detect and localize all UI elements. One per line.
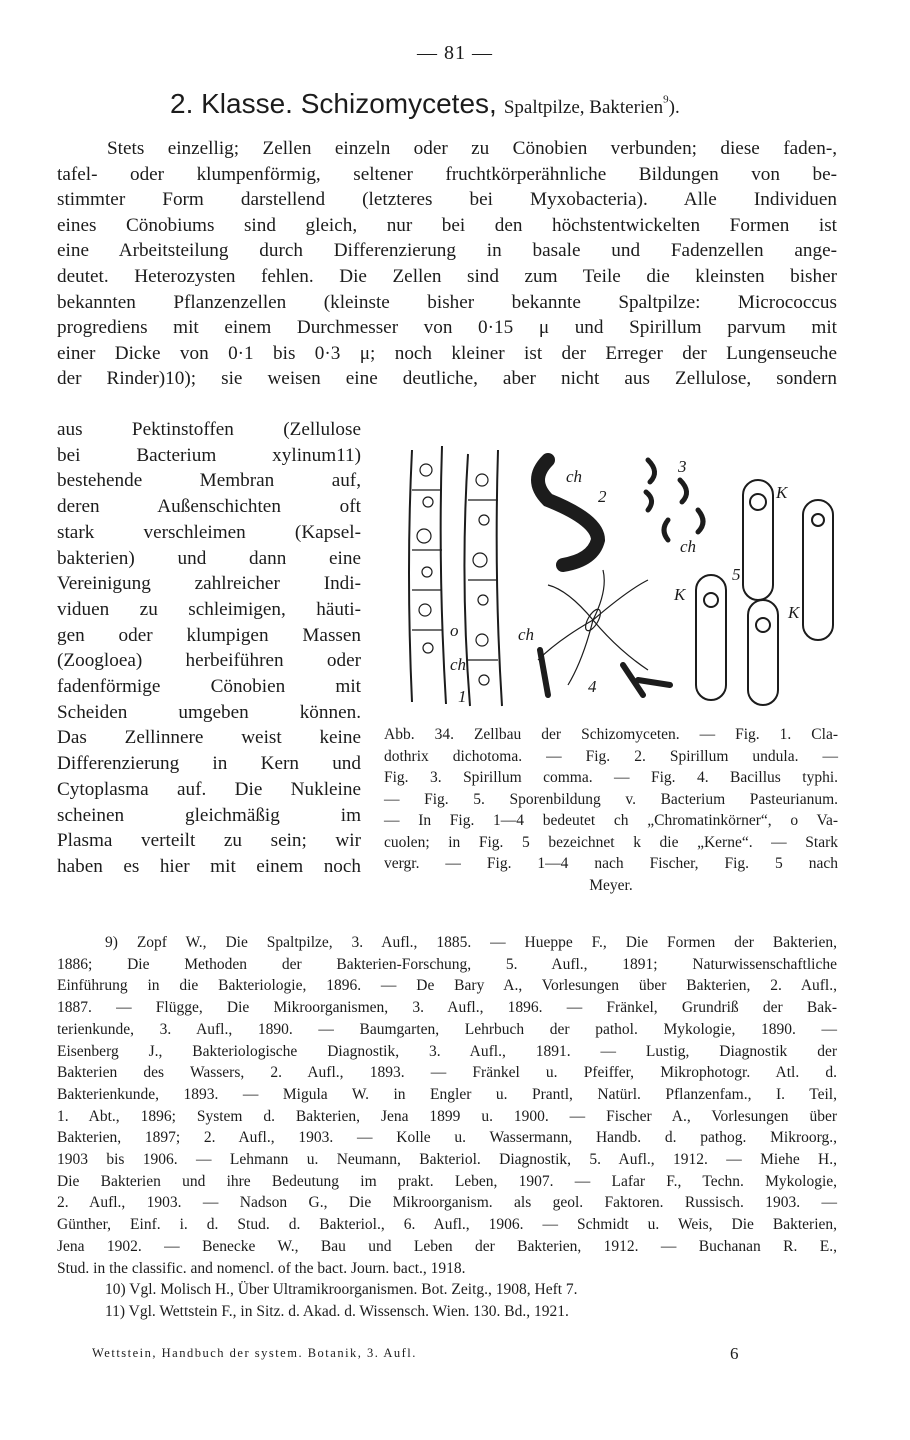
heading-main: 2. Klasse. Schizomycetes, (170, 88, 497, 119)
label-fig-4: 4 (588, 677, 597, 696)
body-line: bekannten Pflanzenzellen (kleinste bisher bekannte Spaltpilze: Micrococcus (57, 291, 837, 313)
label-fig-5: 5 (732, 565, 741, 584)
caption-line: Meyer. (589, 876, 633, 894)
caption-line: Fig. 3. Spirillum comma. — Fig. 4. Bacillus typhi. (384, 769, 838, 786)
column-line: deren Außenschichten oft (57, 496, 361, 518)
heading-close: ). (668, 97, 680, 118)
heading-sub: Spaltpilze, Bakterien (503, 97, 664, 118)
spore-cells (696, 480, 833, 705)
page-footer: Wettstein, Handbuch der system. Botanik, 3. Aufl. (92, 1346, 417, 1360)
body-line: der Rinder)10); sie weisen eine deutliche, aber nicht aus Zellulose, sondern (57, 368, 837, 390)
footnote-line: terienkunde, 3. Aufl., 1890. — Baumgarten, Lehrbuch der pathol. Mykologie, 1890. — (57, 1020, 837, 1038)
footnote-line: 1903 bis 1906. — Lehmann u. Neumann, Bakteriol. Diagnostik, 5. Aufl., 1912. — Miehe H., (57, 1151, 837, 1169)
caption-line: — In Fig. 1—4 bedeutet ch „Chromatinkörner“, o Va- (384, 812, 838, 829)
footnote-line: 9) Zopf W., Die Spaltpilze, 3. Aufl., 1885. — Hueppe F., Die Formen der Bakterien, (105, 934, 837, 951)
left-column-text (57, 417, 361, 880)
body-line: stimmter Form darstellend (letzteres bei Myxobacteria). Alle Individuen (57, 189, 837, 211)
label-fig-3: 3 (678, 457, 687, 476)
footnote-line: 1. Abt., 1896; System d. Bakterien, Jena 1899 u. 1900. — Fischer A., Vorlesungen über (57, 1107, 837, 1125)
footnote-line: 10) Vgl. Molisch H., Über Ultramikroorganismen. Bot. Zeitg., 1908, Heft 7. (105, 1281, 578, 1299)
label-ch: ch (518, 625, 535, 644)
column-line: Scheiden umgeben können. (57, 701, 361, 723)
signature-number: 6 (730, 1344, 739, 1363)
label-ch: ch (680, 537, 697, 556)
footnote-line: Die Bakterien und ihre Bedeutung im prakt. Leben, 1907. — Lafar F., Techn. Mykologie, (57, 1172, 837, 1190)
column-line: haben es hier mit einem noch (57, 855, 361, 877)
column-line: stark verschleimen (Kapsel- (57, 521, 361, 543)
column-line: Differenzierung in Kern und (57, 753, 361, 775)
column-line: viduen zu schleimigen, häuti- (57, 598, 361, 620)
flagella (538, 570, 648, 685)
body-line: tafel- oder klumpenförmig, seltener fruchtkörperähnliche Bildungen von be- (57, 163, 837, 185)
comma-bacteria (646, 460, 703, 540)
figure-caption (384, 724, 838, 896)
column-line: gen oder klumpigen Massen (57, 624, 361, 646)
page-number: — 81 — (417, 42, 493, 64)
column-line: Cytoplasma auf. Die Nukleine (57, 778, 361, 800)
column-line: bei Bacterium xylinum11) (57, 444, 361, 466)
filament-right (464, 450, 502, 706)
column-line: Plasma verteilt zu sein; wir (57, 830, 361, 852)
footnote-line: 1886; Die Methoden der Bakterien-Forschung, 5. Aufl., 1891; Naturwissenschaftliche (57, 955, 837, 973)
body-line: eines Cönobiums sind gleich, nur bei den höchstentwickelten Formen ist (57, 214, 837, 236)
bacteria-illustration (398, 440, 838, 710)
label-o: o (450, 621, 459, 640)
footnote-line: 1887. — Flügge, Die Mikroorganismen, 3. Aufl., 1896. — Fränkel, Grundriß der Bak- (57, 999, 837, 1017)
label-ch: ch (450, 655, 467, 674)
caption-line: vergr. — Fig. 1—4 nach Fischer, Fig. 5 nach (384, 855, 838, 872)
column-line: fadenförmige Cönobien mit (57, 676, 361, 698)
caption-line: Abb. 34. Zellbau der Schizomyceten. — Fig. 1. Cla- (384, 726, 838, 743)
column-line: Das Zellinnere weist keine (57, 727, 361, 749)
body-line: Stets einzellig; Zellen einzeln oder zu Cönobien verbunden; diese faden-, (107, 138, 837, 159)
label-ch: ch (566, 467, 583, 486)
body-line: deutet. Heterozysten fehlen. Die Zellen sind zum Teile die kleinsten bisher (57, 265, 837, 287)
footnotes (57, 932, 837, 1323)
body-line: progrediens mit einem Durchmesser von 0·15 μ und Spirillum parvum mit (57, 317, 837, 339)
label-fig-1: 1 (458, 687, 467, 706)
footnote-line: Jena 1902. — Benecke W., Bau und Leben der Bakterien, 1912. — Buchanan R. E., (57, 1237, 837, 1255)
label-K: K (674, 585, 686, 604)
column-line: (Zoogloea) herbeiführen oder (57, 650, 361, 672)
label-K: K (788, 603, 800, 622)
footnote-line: Bakterien, 1897; 2. Aufl., 1903. — Kolle u. Wassermann, Handb. d. pathog. Mikroorg., (57, 1129, 837, 1147)
footnote-line: Bakterien des Wassers, 2. Aufl., 1893. — Fränkel u. Pfeiffer, Mikrophotogr. Atl. d. (57, 1064, 837, 1082)
column-line: scheinen gleichmäßig im (57, 804, 361, 826)
footnote-line: Bakterienkunde, 1893. — Migula W. in Engler u. Prantl, Natürl. Pflanzenfam., I. Teil, (57, 1085, 837, 1103)
column-line: Vereinigung zahlreicher Indi- (57, 573, 361, 595)
label-K: K (776, 483, 788, 502)
column-line: bestehende Membran auf, (57, 470, 361, 492)
footnote-line: 2. Aufl., 1903. — Nadson G., Die Mikroorganism. als geol. Faktoren. Russisch. 1903. — (57, 1194, 837, 1212)
caption-line: dothrix dichotoma. — Fig. 2. Spirillum undula. — (384, 747, 838, 765)
caption-line: — Fig. 5. Sporenbildung v. Bacterium Pasteurianum. (384, 790, 838, 808)
footnote-line: Eisenberg J., Bakteriologische Diagnostik, 3. Aufl., 1891. — Lustig, Diagnostik der (57, 1042, 837, 1060)
body-paragraph (57, 136, 837, 392)
bacillus-rods (540, 650, 670, 695)
caption-line: cuolen; in Fig. 5 bezeichnet k die „Kerne“. — Stark (384, 833, 838, 851)
label-fig-2: 2 (598, 487, 607, 506)
heading-footnote-ref: 9 (663, 93, 669, 106)
filament-left (409, 446, 446, 704)
body-line: einer Dicke von 0·1 bis 0·3 μ; noch kleiner ist der Erreger der Lungenseuche (57, 342, 837, 364)
column-line: bakterien) und dann eine (57, 547, 361, 569)
footnote-line: Günther, Einf. i. d. Stud. d. Bakteriol., 6. Aufl., 1906. — Schmidt u. Weis, Die Bakterien, (57, 1216, 837, 1234)
footnote-line: Einführung in die Bakteriologie, 1896. — De Bary A., Vorlesungen über Bakterien, 2. Aufl., (57, 977, 837, 995)
section-heading (170, 88, 680, 121)
body-line: eine Arbeitsteilung durch Differenzierung in basale und Fadenzellen ange- (57, 240, 837, 262)
column-line: aus Pektinstoffen (Zellulose (57, 419, 361, 440)
footnote-line: Stud. in the classific. and nomencl. of the bact. Journ. bact., 1918. (57, 1259, 466, 1277)
footnote-line: 11) Vgl. Wettstein F., in Sitz. d. Akad. d. Wissensch. Wien. 130. Bd., 1921. (105, 1302, 569, 1320)
